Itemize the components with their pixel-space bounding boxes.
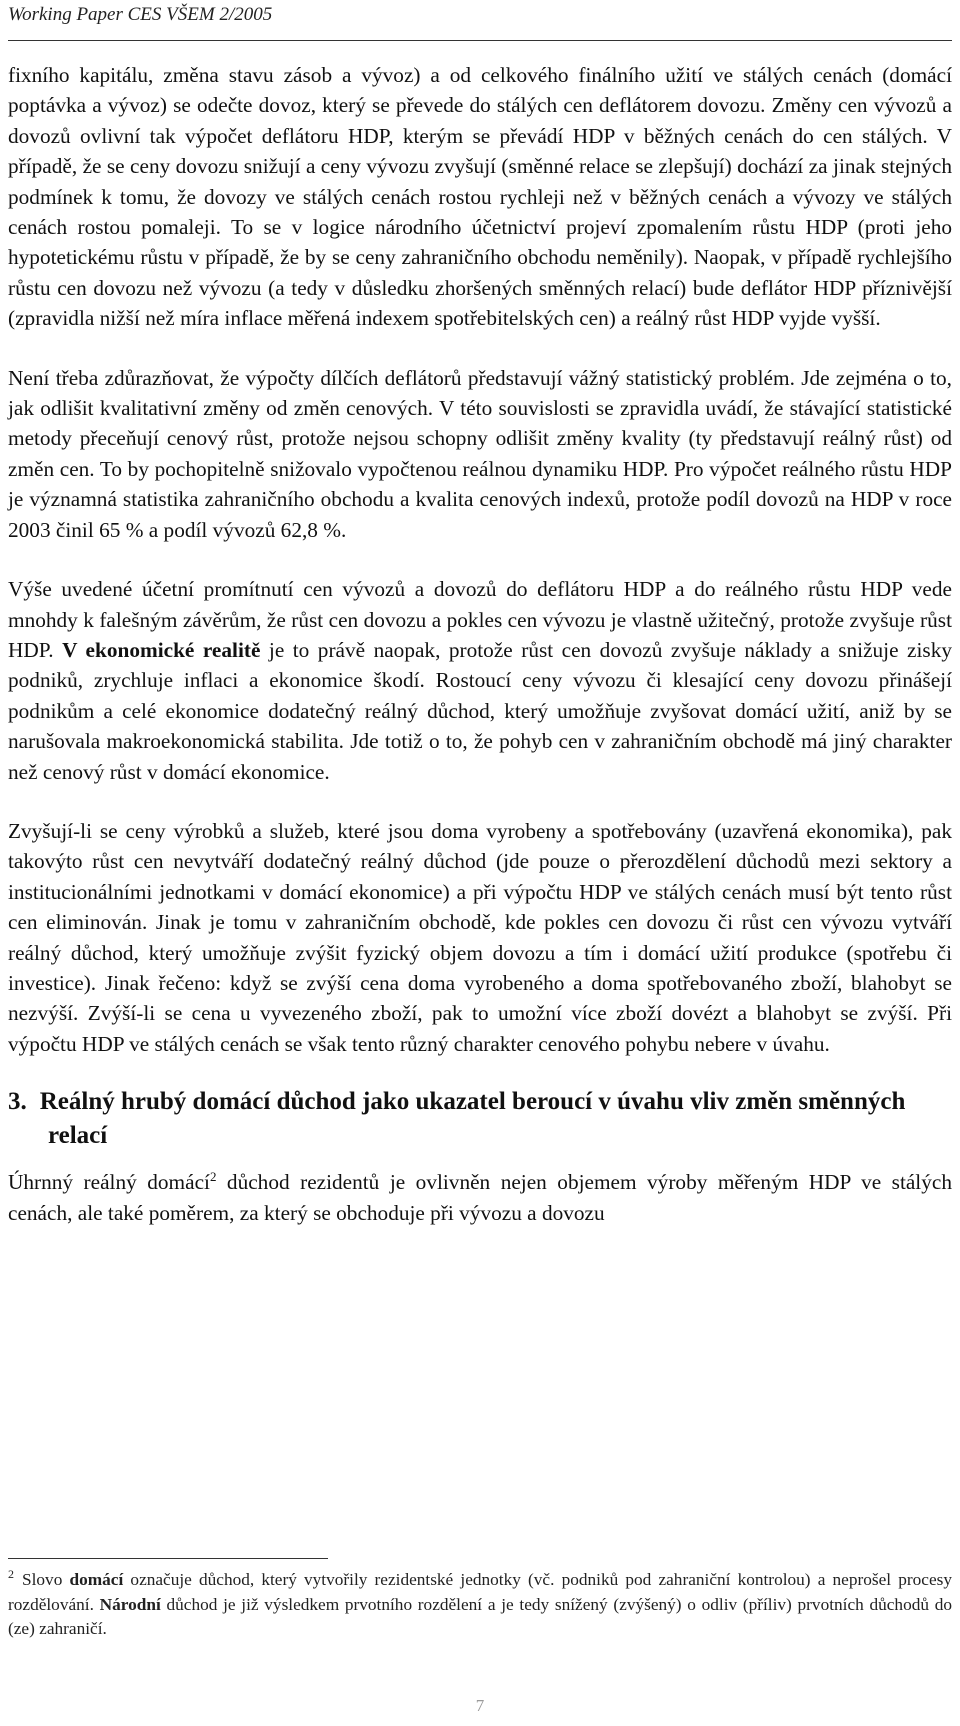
paragraph-1 (8, 60, 952, 334)
paragraph-4 (8, 816, 952, 1059)
section-number: 3. (8, 1088, 27, 1116)
paragraph-3-text-rest: je to právě naopak, protože růst cen dovozů zvyšuje náklady a snižuje zisky podniků, zrychluje inflaci a ekonomice škodí. Rostoucí ceny vývozu či klesající ceny dovozu přinášejí podnikům a celé ekonomice dodatečný reálný důchod, který umožňuje zvyšovat domácí užití, aniž by se narušovala makroekonomická stabilita. Jde totiž o to, že pohyb cen v zahraničním obchodě má jiný charakter než cenový růst v domácí ekonomice. (8, 637, 952, 784)
paragraph-2-text: Není třeba zdůrazňovat, že výpočty dílčích deflátorů představují vážný statistický problém. Jde zejména o to, jak odlišit kvalitativní změny od změn cenových. V této souvislosti se zpravidla uvádí, že stávající statistické metody přeceňují cenový růst, protože nejsou schopny odlišit změny kvality (ty představují reálný růst) od změn cen. To by pochopitelně snižovalo vypočtenou reálnou dynamiku HDP. Pro výpočet reálného růstu HDP je významná statistika zahraničního obchodu a kvalita cenových indexů, protože podíl dovozů na HDP v roce 2003 činil 65 % a podíl vývozů 62,8 %. (8, 365, 952, 542)
section-paragraph (8, 1167, 952, 1228)
paragraph-3-emphasis: V ekonomické realitě (62, 637, 261, 662)
footnote-rule (8, 1558, 328, 1559)
page-number: 7 (475, 1696, 485, 1715)
footnote (8, 1568, 952, 1642)
footnote-emphasis-2: Národní (99, 1594, 161, 1614)
paragraph-3-text-lead: Výše uvedené účetní promítnutí cen vývozů a dovozů do deflátoru HDP a do reálného růstu HDP vede mnohdy k falešným závěrům, že růst cen dovozu a pokles cen vývozu je vlastně užitečný, protože zvyšuje růst HDP. (8, 577, 952, 662)
section-title: Reálný hrubý domácí důchod jako ukazatel beroucí v úvahu vliv změn směnných relací (39, 1088, 906, 1150)
section-paragraph-rest: důchod rezidentů je ovlivněn nejen objemem výroby měřeným HDP ve stálých cenách, ale také poměrem, za který se obchoduje při vývozu a dovozu (8, 1170, 952, 1225)
footnote-text-1: Slovo (22, 1570, 70, 1589)
section-heading (8, 1085, 952, 1153)
paragraph-4-text: Zvyšují-li se ceny výrobků a služeb, které jsou doma vyrobeny a spotřebovány (uzavřená ekonomika), pak takovýto růst cen nevytváří dodatečný reálný důchod (jde pouze o přerozdělení důchodů mezi sektory a institucionálními jednotkami v domácí ekonomice) a při výpočtu HDP ve stálých cenách musí být tento růst cen eliminován. Jinak je tomu v zahraničním obchodě, kde pokles cen dovozu či růst cen vývozu vytváří reálný důchod, který umožňuje zvýšit fyzický objem dovozu a tím i domácí užití produkce (spotřebu či investice). Jinak řečeno: když se zvýší cena doma vyrobeného a doma spotřebovaného zboží, blahobyt se nezvýší. Zvýší-li se cena u vyvezeného zboží, pak to umožní více zboží dovézt a blahobyt se zvýší. Při výpočtu HDP ve stálých cenách se však tento různý charakter cenového pohybu nebere v úvahu. (8, 818, 952, 1056)
paragraph-2 (8, 363, 952, 545)
body-text (8, 60, 952, 1228)
footnote-text-2: označuje důchod, který vytvořily rezidentské jednotky (vč. podniků pod zahraniční kontrolou) a neprošel procesy rozdělování. (8, 1570, 952, 1614)
footnote-text-3: důchod je již výsledkem prvotního rozdělení a je tedy snížený (zvýšený) o odliv (příliv) prvotních důchodů do (ze) zahraničí. (8, 1594, 953, 1639)
section-paragraph-lead: Úhrnný reálný domácí (8, 1170, 210, 1195)
paragraph-3 (8, 574, 952, 787)
footnote-emphasis-1: domácí (69, 1570, 124, 1589)
paragraph-1-text: fixního kapitálu, změna stavu zásob a vývoz) a od celkového finálního užití ve stálých cenách (domácí poptávka a vývoz) se odečte dovoz, který se převede do stálých cen deflátorem dovozu. Změny cen vývozů a dovozů ovlivní tak výpočet deflátoru HDP, kterým se převádí HDP v běžných cenách do cen stálých. V případě, že se ceny dovozu snižují a ceny vývozu zvyšují (směnné relace se zlepšují) dochází za jinak stejných podmínek k tomu, že dovozy ve stálých cenách rostou rychleji než v běžných cenách a vývozy ve stálých cenách rostou pomaleji. To se v logice národního účetnictví projeví zpomalením růstu HDP (proti jeho hypotetickému růstu v případě, že by se ceny zahraničního obchodu neměnily). Naopak, v případě rychlejšího růstu cen dovozu než vývozu (a tedy v důsledku zhoršených směnných relací) bude deflátor HDP příznivější (zpravidla nižší než míra inflace měřená indexem spotřebitelských cen) a reálný růst HDP vyjde vyšší. (8, 63, 952, 331)
footnote-reference[interactable]: 2 (209, 1169, 217, 1185)
header-rule (8, 40, 952, 41)
footnote-marker: 2 (8, 1567, 14, 1582)
running-header: Working Paper CES VŠEM 2/2005 (8, 4, 273, 25)
